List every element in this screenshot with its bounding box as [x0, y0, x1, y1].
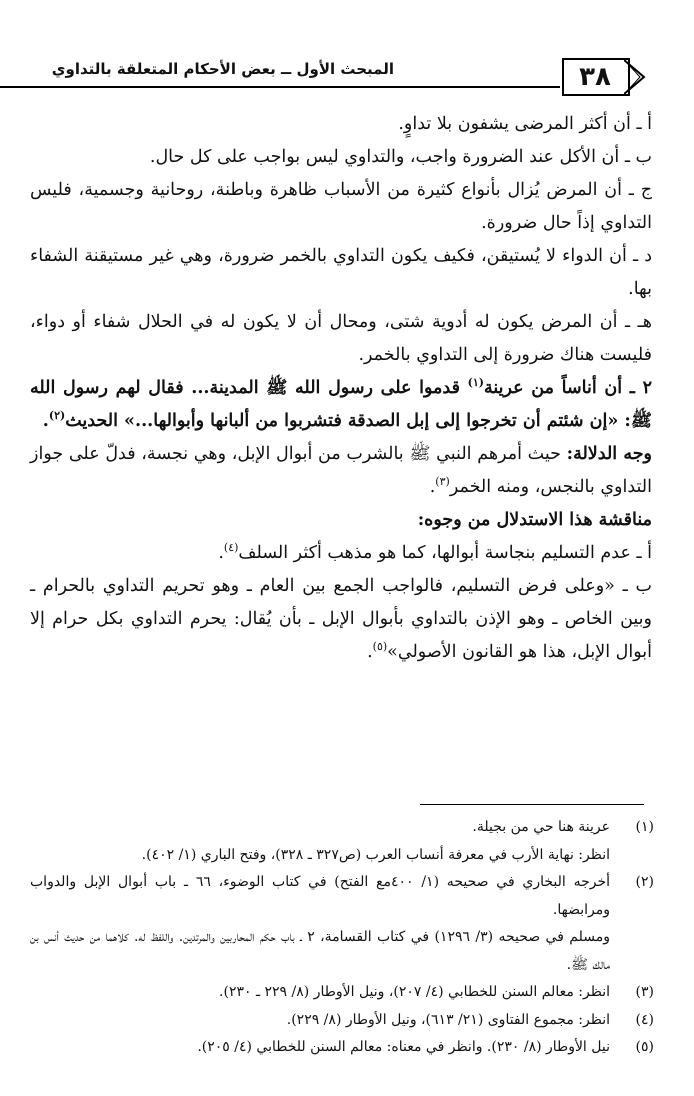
footnote-number: (٤) [635, 1011, 654, 1028]
paragraph-discussion-b [30, 570, 652, 669]
paragraph-reason-a: أ ـ أن أكثر المرضى يشفون بلا تداوٍ. [398, 114, 652, 134]
footnote-ref-3: (٣) [435, 475, 450, 489]
footnote-ref-4: (٤) [223, 541, 239, 555]
header-rule [0, 86, 560, 88]
footnote-line: نيل الأوطار (٨/ ٢٣٠). وانظر في معناه: معالم السنن للخطابي (٤/ ٢٠٥). [197, 1039, 610, 1055]
footnote-line: انظر: مجموع الفتاوى (٢١/ ٦١٣)، ونيل الأوطار (٨/ ٢٢٩). [286, 1011, 610, 1028]
page-number-fold-icon [624, 58, 646, 96]
footnote-line: انظر: معالم السنن للخطابي (٤/ ٢٠٧)، ونيل الأوطار (٨/ ٢٢٩ ـ ٢٣٠). [219, 984, 610, 1000]
footnote-number: (١) [635, 819, 654, 835]
evidence-text-end: . [429, 477, 436, 497]
footnote-1 [30, 814, 654, 869]
page-number: ٣٨ [579, 62, 611, 92]
footnote-5 [30, 1034, 654, 1062]
paragraph-reason-c: ج ـ أن المرض يُزال بأنواع كثيرة من الأسباب ظاهرة وباطنة، روحانية وجسمية، فليس التداوي إذاً حال ضرورة. [30, 180, 652, 233]
discussion-a-text: أ ـ عدم التسليم بنجاسة أبوالها، كما هو مذهب أكثر السلف [238, 543, 652, 563]
footnote-line: أخرجه البخاري في صحيحه (١/ ٤٠٠مع الفتح) في كتاب الوضوء، ٦٦ ـ باب أبوال الإبل والدواب ومرابضها. [30, 874, 611, 918]
evidence-text: حيث أمرهم النبي ﷺ بالشرب من أبوال الإبل، وهي نجسة، فدلّ على جواز التداوي بالنجس، ومنه الخمر [30, 444, 652, 497]
paragraph-reason-e: هـ ـ أن المرض يكون له أدوية شتى، ومحال أن لا يكون له في الحلال شفاء أو دواء، فليست هناك ضرورة إلى التداوي بالخمر. [30, 312, 652, 365]
footnote-separator [420, 804, 644, 805]
hadith-text-end: . [42, 411, 49, 431]
running-header-title: المبحث الأول ــ بعض الأحكام المتعلقة بالتداوي [51, 60, 394, 78]
paragraph-discussion-a [30, 537, 652, 570]
footnote-number: (٣) [635, 984, 654, 1000]
evidence-label: وجه الدلالة: [566, 444, 653, 464]
main-text [30, 108, 652, 669]
paragraph-reason-b: ب ـ أن الأكل عند الضرورة واجب، والتداوي ليس بواجب على كل حال. [149, 147, 652, 167]
footnote-ref-1: (١) [467, 376, 484, 390]
discussion-a-end: . [218, 543, 224, 563]
footnotes [30, 814, 654, 1062]
footnote-2 [30, 869, 654, 979]
discussion-b-text: ب ـ «وعلى فرض التسليم، فالواجب الجمع بين العام ـ وهو تحريم التداوي بالحرام ـ وبين الخاص ـ وهو الإذن بالتداوي بأبوال الإبل ـ بأن يُقال: يحرم التداوي بكل حرام إلا أبوال الإبل، هذا هو القانون الأصولي» [30, 576, 652, 662]
footnote-number: (٢) [635, 874, 654, 890]
footnote-ref-2: (٢) [48, 409, 66, 423]
hadith-text-start: ٢ ـ أن أناساً من عرينة [483, 378, 652, 398]
footnote-ref-5: (٥) [372, 640, 388, 654]
footnote-number: (٥) [635, 1039, 654, 1055]
paragraph-reason-d: د ـ أن الدواء لا يُستيقن، فكيف يكون التداوي بالخمر ضرورة، وهي غير مستيقنة الشفاء بها. [30, 246, 652, 299]
discussion-heading: مناقشة هذا الاستدلال من وجوه: [417, 510, 652, 530]
footnote-line: انظر: نهاية الأرب في معرفة أنساب العرب (ص٣٢٧ ـ ٣٢٨)، وفتح الباري (١/ ٤٠٢). [141, 846, 610, 863]
paragraph-hadith-urayna [30, 372, 652, 438]
page-number-box [562, 58, 646, 94]
footnote-3 [30, 979, 654, 1007]
hadith-text-middle: قدموا على رسول الله ﷺ المدينة... فقال لهم رسول الله ﷺ: «إن شئتم أن تخرجوا إلى إبل الصدقة فتشربوا من ألبانها وأبوالها...» الحديث [30, 378, 652, 431]
footnote-line: عرينة هنا حي من بجيلة. [472, 819, 610, 835]
paragraph-evidence [30, 438, 652, 504]
discussion-b-end: . [367, 642, 373, 662]
footnote-line: ومسلم في صحيحه (٣/ ١٢٩٦) في كتاب القسامة، ٢ ـ باب حكم المحاربين والمرتدين. واللفظ له. كلاهما من حديث أنس بن مالك ﷺ. [30, 929, 610, 973]
footnote-4 [30, 1007, 654, 1035]
